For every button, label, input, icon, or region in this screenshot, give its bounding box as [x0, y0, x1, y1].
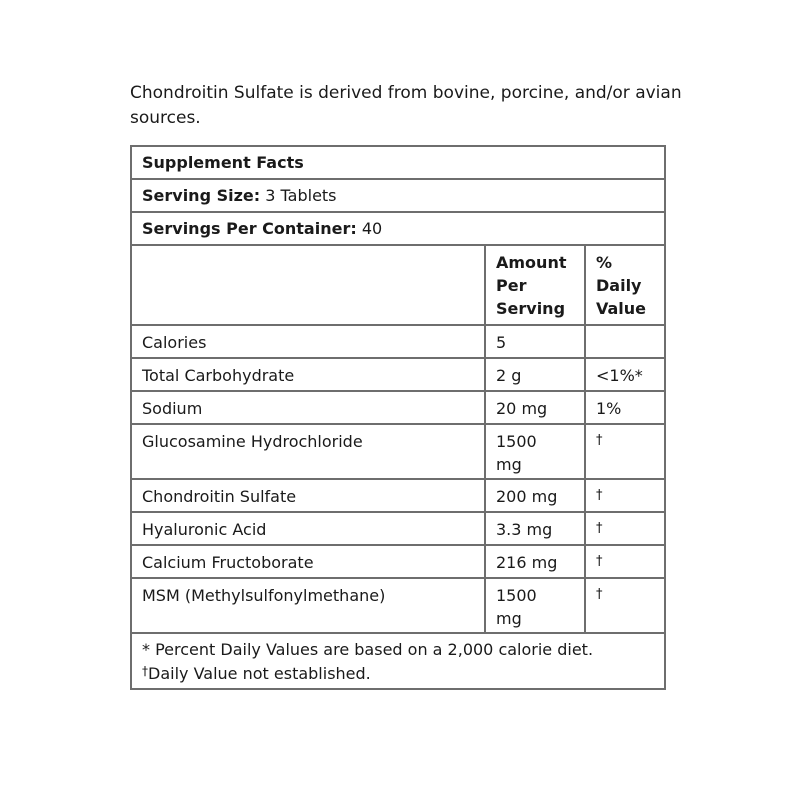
table-row — [132, 480, 664, 513]
dagger-footnote-text: Daily Value not established. — [148, 664, 371, 683]
table-row — [132, 579, 664, 634]
servings-per-container-label: Servings Per Container: — [142, 219, 357, 238]
nutrient-name: Calories — [132, 326, 486, 357]
nutrient-name: MSM (Methylsulfonylmethane) — [132, 579, 486, 632]
nutrient-amount: 2 g — [486, 359, 586, 390]
table-row — [132, 425, 664, 480]
nutrient-name: Chondroitin Sulfate — [132, 480, 486, 511]
table-row — [132, 326, 664, 359]
nutrient-amount: 1500 mg — [486, 579, 586, 632]
nutrient-amount: 216 mg — [486, 546, 586, 577]
nutrient-daily-value: <1%* — [596, 366, 643, 385]
dagger-symbol: † — [142, 664, 148, 678]
dagger-footnote — [142, 662, 593, 687]
nutrient-name: Hyaluronic Acid — [132, 513, 486, 544]
nutrient-name: Glucosamine Hydrochloride — [132, 425, 486, 478]
servings-per-container-value: 40 — [361, 219, 383, 238]
nutrient-amount: 20 mg — [486, 392, 586, 423]
title-row — [132, 147, 664, 180]
daily-value-header: % Daily Value — [596, 253, 647, 318]
column-header-row — [132, 246, 664, 326]
serving-size-label: Serving Size: — [142, 186, 261, 205]
nutrient-daily-value — [586, 326, 664, 357]
panel-title: Supplement Facts — [142, 153, 304, 172]
header-empty-cell — [132, 246, 486, 324]
nutrient-amount: 5 — [486, 326, 586, 357]
nutrient-name: Sodium — [132, 392, 486, 423]
serving-size-row — [132, 180, 664, 213]
nutrient-name: Calcium Fructoborate — [132, 546, 486, 577]
percent-daily-value-footnote: * Percent Daily Values are based on a 2,000 calorie diet. — [142, 640, 594, 659]
nutrient-daily-value: 1% — [596, 399, 622, 418]
serving-size-value: 3 Tablets — [265, 186, 337, 205]
nutrient-amount: 200 mg — [486, 480, 586, 511]
intro-note: Chondroitin Sulfate is derived from bovine, porcine, and/or avian sources. — [130, 83, 682, 128]
supplement-facts-panel — [130, 145, 666, 690]
nutrient-daily-value: † — [596, 554, 603, 569]
table-row — [132, 359, 664, 392]
nutrient-daily-value: † — [596, 587, 603, 602]
footnotes — [142, 638, 593, 687]
nutrient-daily-value: † — [596, 433, 603, 448]
table-row — [132, 546, 664, 579]
nutrient-name: Total Carbohydrate — [132, 359, 486, 390]
table-row — [132, 392, 664, 425]
nutrient-daily-value: † — [596, 488, 603, 503]
amount-per-serving-header: Amount Per Serving — [486, 246, 586, 324]
nutrient-amount: 3.3 mg — [486, 513, 586, 544]
nutrient-daily-value: † — [596, 521, 603, 536]
servings-per-container-row — [132, 213, 664, 246]
table-row — [132, 513, 664, 546]
nutrient-amount: 1500 mg — [486, 425, 586, 478]
